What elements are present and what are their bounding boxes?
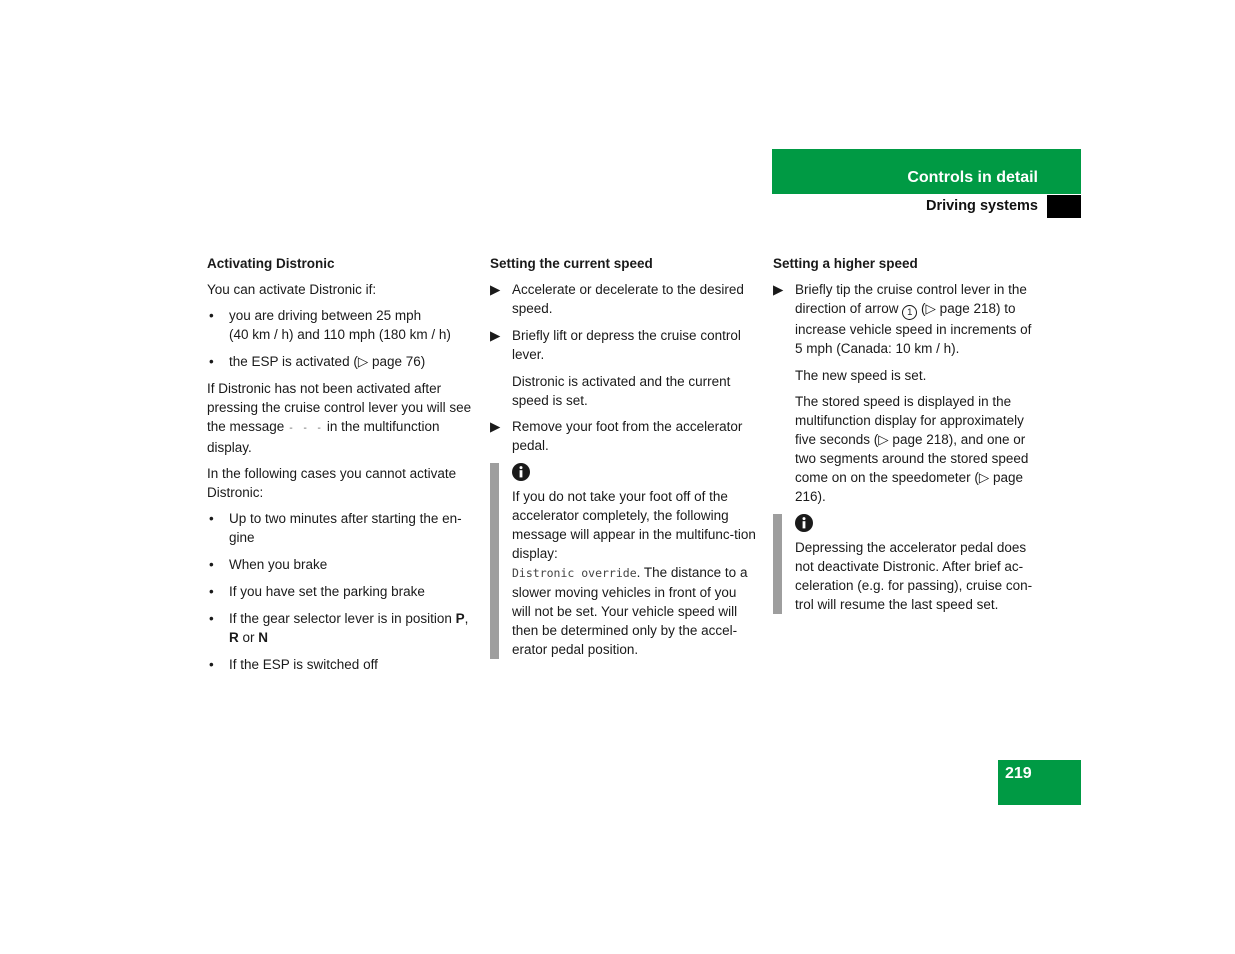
column-activating-distronic <box>207 254 475 682</box>
column-setting-higher-speed <box>773 254 1041 622</box>
step-arrow-icon: ▶ <box>773 282 784 297</box>
page-number-box <box>998 760 1081 805</box>
page-reference[interactable]: ▷ page 216 <box>795 470 1024 504</box>
bullet-icon: • <box>209 657 214 672</box>
list-item: • Up to two minutes after starting the en-gine <box>209 511 462 545</box>
page-reference[interactable]: ▷ page 76 <box>357 354 421 369</box>
paragraph-stored-speed: The stored speed is displayed in the multifunction display for approximately five seconds (▷ page 218), and one or two segments around the stored speed come on on the speedometer (▷ page 216). <box>795 394 1029 504</box>
bullet-icon: • <box>209 511 214 526</box>
paragraph-intro: You can activate Distronic if: <box>207 282 377 297</box>
bullet-icon: • <box>209 611 214 626</box>
step-item: ▶ Briefly lift or depress the cruise control lever. <box>490 328 741 362</box>
bullet-icon: • <box>209 354 214 369</box>
info-bar <box>773 514 782 614</box>
section-header <box>772 149 1081 194</box>
step-arrow-icon: ▶ <box>490 419 501 434</box>
step-arrow-icon: ▶ <box>490 282 501 297</box>
paragraph-cases-intro: In the following cases you cannot activate Distronic: <box>207 466 457 500</box>
info-text: Depressing the accelerator pedal does not deactivate Distronic. After brief ac-celeration (e.g. for passing), cruise con-trol will resume the last speed set. <box>795 540 1033 612</box>
list-cases <box>207 509 475 674</box>
header-tab-marker <box>1047 195 1081 218</box>
bullet-icon: • <box>209 557 214 572</box>
page-reference[interactable]: ▷ page 218 <box>925 301 996 316</box>
bullet-icon: • <box>209 584 214 599</box>
step-item: ▶ Briefly tip the cruise control lever in the direction of arrow 1 (▷ page 218) to increase vehicle speed in increments of 5 mph (Canada: 10 km / h). <box>773 282 1032 356</box>
info-note <box>773 514 1041 614</box>
info-text: If you do not take your foot off of the accelerator completely, the following message will appear in the multifunc-tion display: Distronic override. The distance to a slower moving vehicles in front of you will not be set. Your vehicle speed will then be determined only by the accel-erator pedal position. <box>512 489 756 657</box>
paragraph-message: If Distronic has not been activated after pressing the cruise control lever you will see the message - - - in the multifunction display. <box>207 381 472 455</box>
arrow-number-badge: 1 <box>902 305 917 320</box>
bullet-icon: • <box>209 308 214 323</box>
list-item: • the ESP is activated (▷ page 76) <box>209 354 426 369</box>
display-message-code: Distronic override <box>512 566 637 580</box>
section-title: Controls in detail <box>907 169 1038 186</box>
page-reference[interactable]: ▷ page 218 <box>878 432 949 447</box>
list-item: • If the gear selector lever is in position P, R or N <box>209 611 469 645</box>
list-item: • If the ESP is switched off <box>209 657 378 672</box>
list-conditions <box>207 306 475 371</box>
list-steps <box>773 280 1041 358</box>
display-message-dashes: - - - <box>288 423 324 434</box>
list-steps-2 <box>490 417 758 455</box>
list-steps <box>490 280 758 364</box>
list-item: • If you have set the parking brake <box>209 584 425 599</box>
step-item: ▶ Remove your foot from the accelerator pedal. <box>490 419 743 453</box>
list-item: • you are driving between 25 mph (40 km / h) and 110 mph (180 km / h) <box>209 308 451 342</box>
step-arrow-icon: ▶ <box>490 328 501 343</box>
info-bar <box>490 463 499 659</box>
column-setting-current-speed <box>490 254 758 667</box>
step-result: Distronic is activated and the current speed is set. <box>512 374 731 408</box>
step-result: The new speed is set. <box>795 368 927 383</box>
heading-activating-distronic: Activating Distronic <box>207 256 335 271</box>
info-note <box>490 463 758 659</box>
info-icon <box>512 463 530 481</box>
list-item: • When you brake <box>209 557 328 572</box>
heading-setting-current-speed: Setting the current speed <box>490 256 653 271</box>
heading-setting-higher-speed: Setting a higher speed <box>773 256 918 271</box>
page-number: 219 <box>1005 765 1032 782</box>
info-icon <box>795 514 813 532</box>
step-item: ▶ Accelerate or decelerate to the desired speed. <box>490 282 744 316</box>
subsection-title: Driving systems <box>925 198 1038 214</box>
